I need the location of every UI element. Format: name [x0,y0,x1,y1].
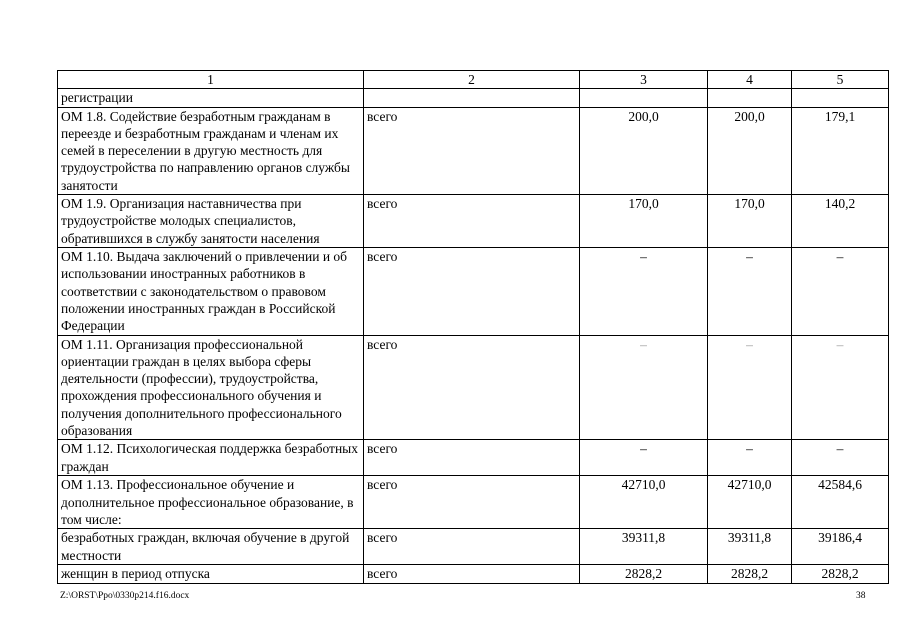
value-cell-5: 179,1 [792,107,889,194]
value-cell-5: 39186,4 [792,529,889,565]
table-row [58,335,889,440]
row-name-cell: женщин в период отпуска [58,565,364,583]
value-cell-4: – [708,440,792,476]
table-row [58,440,889,476]
value-cell-4: – [708,335,792,440]
row-name-cell: регистрации [58,89,364,107]
footer-file-path: Z:\ORST\Ppo\0330p214.f16.docx [60,591,190,601]
table-row [58,565,889,583]
row-type-cell: всего [364,195,580,248]
table-row [58,89,889,107]
value-cell-3: – [580,440,708,476]
value-cell-4: 200,0 [708,107,792,194]
value-cell-5: – [792,335,889,440]
value-cell-4: 170,0 [708,195,792,248]
value-cell-5: 42584,6 [792,476,889,529]
value-cell-5: – [792,440,889,476]
row-name-cell: ОМ 1.11. Организация профессиональной ориентации граждан в целях выбора сферы деятельности (профессии), трудоустройства, прохождения профессионального обучения и получения дополнительного профессионального образования [58,335,364,440]
row-name-cell: ОМ 1.8. Содействие безработным гражданам в переезде и безработным гражданам и членам их семей в переселении в другую местность для трудоустройства по направлению органов службы занятости [58,107,364,194]
value-cell-5: 2828,2 [792,565,889,583]
value-cell-4 [708,89,792,107]
column-header: 1 [58,71,364,89]
value-cell-5: – [792,248,889,335]
row-type-cell: всего [364,248,580,335]
value-cell-3 [580,89,708,107]
page-number: 38 [856,591,866,601]
row-type-cell: всего [364,335,580,440]
value-cell-3: – [580,248,708,335]
value-cell-5: 140,2 [792,195,889,248]
table-row [58,529,889,565]
table-row [58,476,889,529]
value-cell-4: 2828,2 [708,565,792,583]
value-cell-3: 39311,8 [580,529,708,565]
column-header: 3 [580,71,708,89]
value-cell-3: 170,0 [580,195,708,248]
value-cell-4: 39311,8 [708,529,792,565]
value-cell-4: 42710,0 [708,476,792,529]
row-name-cell: ОМ 1.13. Профессиональное обучение и дополнительное профессиональное образование, в том числе: [58,476,364,529]
row-type-cell [364,89,580,107]
row-type-cell: всего [364,107,580,194]
column-header: 2 [364,71,580,89]
value-cell-3: 200,0 [580,107,708,194]
row-name-cell: ОМ 1.10. Выдача заключений о привлечении и об использовании иностранных работников в соответствии с законодательством о правовом положении иностранных граждан в Российской Федерации [58,248,364,335]
row-type-cell: всего [364,529,580,565]
value-cell-3: 2828,2 [580,565,708,583]
column-header: 5 [792,71,889,89]
row-type-cell: всего [364,440,580,476]
value-cell-5 [792,89,889,107]
table-row [58,107,889,194]
table-row [58,248,889,335]
row-type-cell: всего [364,476,580,529]
row-name-cell: ОМ 1.9. Организация наставничества при трудоустройстве молодых специалистов, обратившихся в службу занятости населения [58,195,364,248]
table-row [58,195,889,248]
budget-table [57,70,889,584]
value-cell-3: 42710,0 [580,476,708,529]
row-type-cell: всего [364,565,580,583]
value-cell-3: – [580,335,708,440]
column-header: 4 [708,71,792,89]
value-cell-4: – [708,248,792,335]
row-name-cell: ОМ 1.12. Психологическая поддержка безработных граждан [58,440,364,476]
row-name-cell: безработных граждан, включая обучение в другой местности [58,529,364,565]
table-header-row [58,71,889,89]
